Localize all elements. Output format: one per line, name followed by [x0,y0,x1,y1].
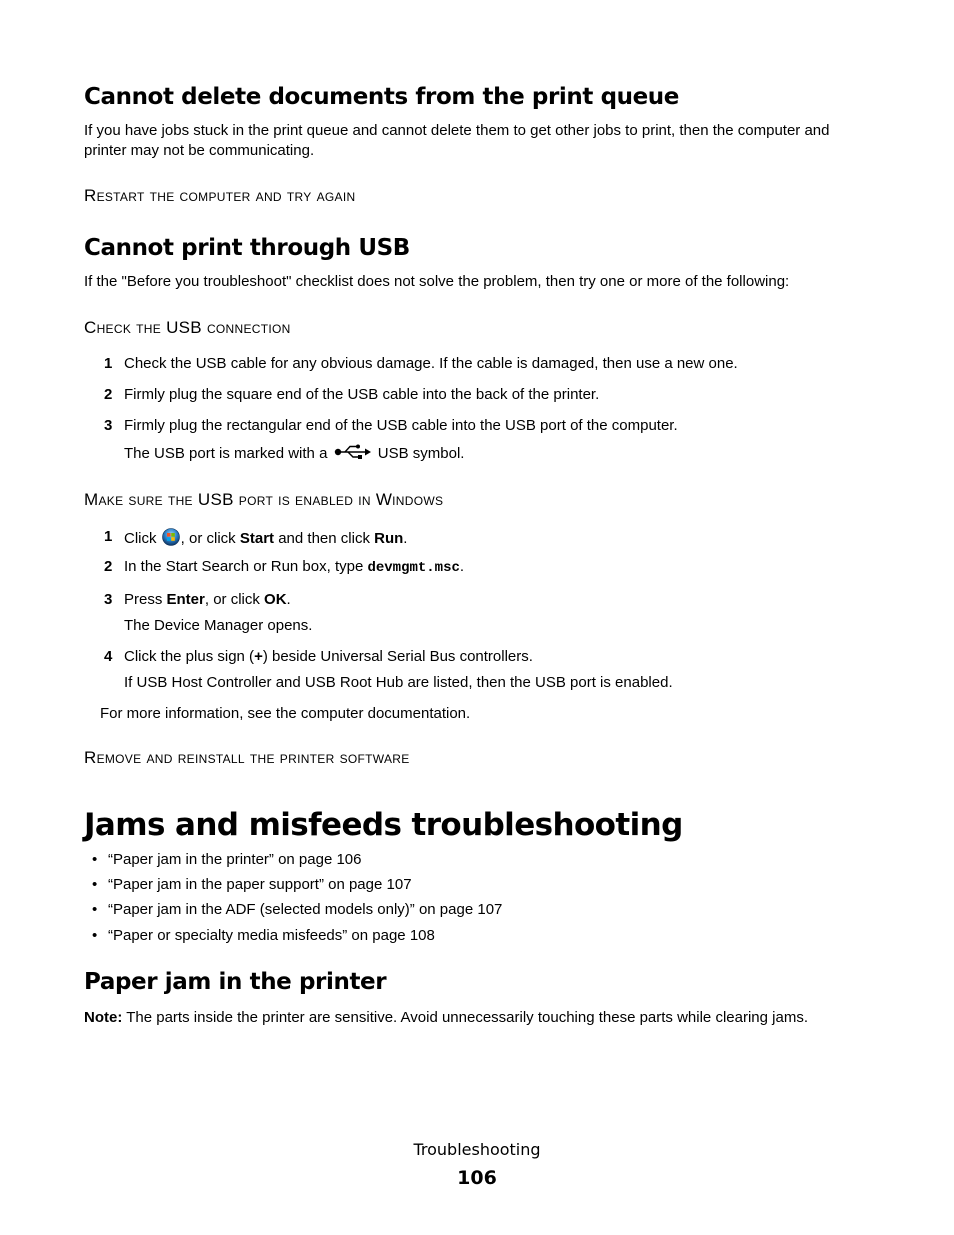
subheading-check-usb: Check the USB connection [84,318,291,337]
bullet-dot: • [92,927,98,944]
jam-link[interactable]: “Paper jam in the ADF (selected models only)” on page 107 [108,901,503,918]
page-number: 106 [457,1167,497,1189]
step-text: Firmly plug the square end of the USB cable into the back of the printer. [124,386,600,403]
step-text [124,591,291,608]
usb-symbol-icon [334,444,372,464]
step-text [124,648,533,665]
step-text-part: , or click [180,529,236,547]
usb-symbol-note [124,444,464,464]
command-text: devmgmt.msc [367,560,460,576]
subheading-enable-usb: Make sure the USB port is enabled in Windows [84,490,444,509]
step-text-part: Press [124,591,163,608]
bullet-dot: • [92,901,98,918]
note-label: Note: [84,1009,123,1026]
step-number: 1 [104,528,113,545]
step-text: Check the USB cable for any obvious damage. If the cable is damaged, then use a new one. [124,355,738,372]
step-text-part: . [286,591,291,608]
subheading-reinstall: Remove and reinstall the printer software [84,748,410,767]
heading-print-queue: Cannot delete documents from the print queue [84,84,679,110]
step-text-part: In the Start Search or Run box, type [124,558,364,575]
footer-chapter: Troubleshooting [413,1140,541,1159]
start-keyword: Start [239,529,275,547]
step-number: 4 [104,648,113,665]
bullet-dot: • [92,876,98,893]
subheading-restart: Restart the computer and try again [84,186,356,205]
step-number: 3 [104,417,113,434]
step-text-part: Click the plus sign ( [124,648,255,665]
step-text [124,558,464,576]
heading-paper-jam: Paper jam in the printer [84,969,387,995]
step-number: 1 [104,355,113,372]
enter-keyword: Enter [166,591,205,608]
usb-paragraph: If the "Before you troubleshoot" checklist does not solve the problem, then try one or more of the following: [84,273,790,290]
run-keyword: Run [374,529,404,547]
heading-usb: Cannot print through USB [84,235,410,261]
step-text-part: . [459,558,465,575]
step-number: 2 [104,558,113,575]
note-text: The parts inside the printer are sensitive. Avoid unnecessarily touching these parts while clearing jams. [126,1009,808,1026]
more-info-text: For more information, see the computer documentation. [100,705,471,722]
step-text-part: ) beside Universal Serial Bus controllers. [262,648,533,665]
step-text: Firmly plug the rectangular end of the USB cable into the USB port of the computer. [124,417,678,434]
step-result: The Device Manager opens. [124,617,313,634]
step-number: 3 [104,591,113,608]
step-text-part: and then click [278,529,370,547]
ok-keyword: OK [264,591,287,608]
step-text-part: . [403,529,408,547]
step-text-part: Click [124,529,157,547]
heading-jams: Jams and misfeeds troubleshooting [84,807,683,843]
plus-sign: + [254,648,263,665]
usb-note-before: The USB port is marked with a [124,444,328,462]
paper-jam-note [84,1008,808,1028]
bullet-dot: • [92,851,98,868]
usb-note-after: USB symbol. [377,444,465,462]
step-text [124,528,407,550]
jam-link[interactable]: “Paper jam in the printer” on page 106 [108,851,362,868]
step-result: If USB Host Controller and USB Root Hub are listed, then the USB port is enabled. [124,674,673,691]
step-text-part: , or click [204,591,260,608]
jam-link[interactable]: “Paper jam in the paper support” on page 107 [108,876,412,893]
print-queue-paragraph: If you have jobs stuck in the print queue and cannot delete them to get other jobs to print, then the computer and printer may not be communicating. [84,122,830,159]
jam-link[interactable]: “Paper or specialty media misfeeds” on page 108 [108,927,435,944]
windows-start-icon [162,528,180,550]
step-number: 2 [104,386,113,403]
